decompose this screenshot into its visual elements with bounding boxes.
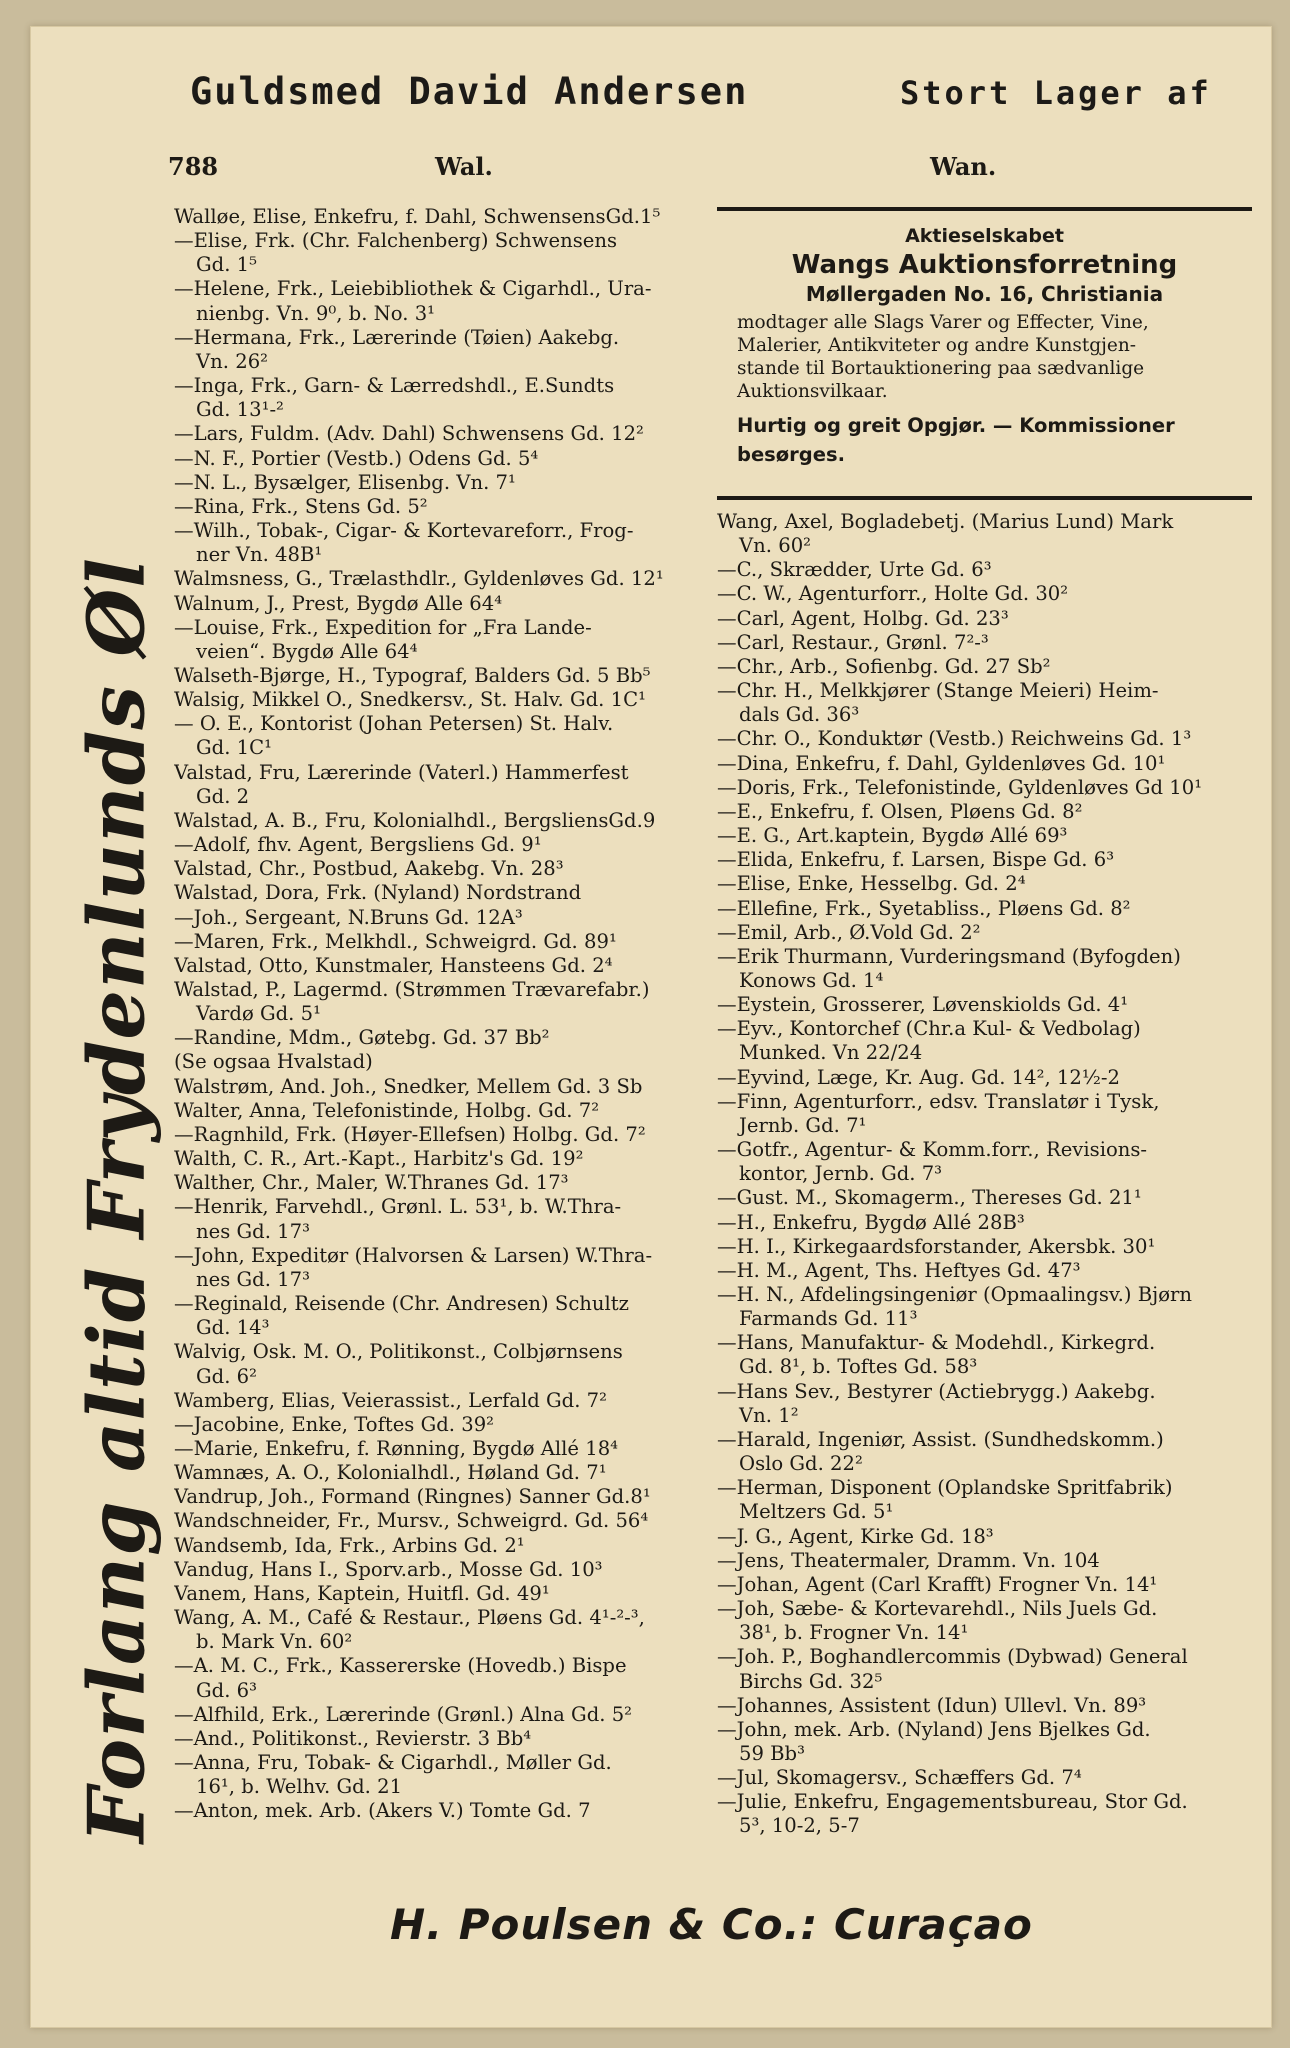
directory-line: Munked. Vn 22/24 [739, 1041, 923, 1065]
directory-line: —Elise, Enke, Hesselbg. Gd. 2⁴ [717, 872, 1026, 896]
directory-line: —Rina, Frk., Stens Gd. 5² [174, 494, 428, 518]
page-number: 788 [168, 152, 219, 181]
header-right-word: Wan. [930, 152, 997, 181]
directory-line: —Gotfr., Agentur- & Komm.forr., Revisions- [717, 1138, 1148, 1162]
directory-line: veien“. Bygdø Alle 64⁴ [196, 639, 418, 663]
directory-line: Birchs Gd. 32⁵ [739, 1669, 883, 1693]
directory-line: —Inga, Frk., Garn- & Lærredshdl., E.Sundts [174, 374, 615, 398]
directory-line: —Hans Sev., Bestyrer (Actiebrygg.) Aakebg. [717, 1379, 1156, 1403]
directory-line: Walvig, Osk. M. O., Politikonst., Colbjørnsens [174, 1340, 623, 1364]
directory-line: Walth, C. R., Art.-Kapt., Harbitz's Gd. 19² [174, 1147, 584, 1171]
directory-line: —And., Politikonst., Revierstr. 3 Bb⁴ [174, 1726, 532, 1750]
directory-line: —Adolf, fhv. Agent, Bergsliens Gd. 9¹ [174, 833, 542, 857]
directory-line: —Louise, Frk., Expedition for „Fra Lande- [174, 615, 592, 639]
directory-line: —Chr., Arb., Sofienbg. Gd. 27 Sb² [717, 654, 1051, 678]
directory-line: —Wilh., Tobak-, Cigar- & Kortevareforr., Frog- [174, 519, 634, 543]
directory-line: —E., Enkefru, f. Olsen, Pløens Gd. 8² [717, 799, 1083, 823]
directory-line: Walsig, Mikkel O., Snedkersv., St. Halv. Gd. 1C¹ [174, 688, 646, 712]
directory-line: Vandrup, Joh., Formand (Ringnes) Sanner Gd.8¹ [174, 1485, 651, 1509]
directory-line: —Chr. O., Konduktør (Vestb.) Reichweins Gd. 1³ [717, 727, 1192, 751]
directory-line: Wandschneider, Fr., Mursv., Schweigrd. Gd. 56⁴ [174, 1509, 649, 1533]
directory-line: nienbg. Vn. 9⁰, b. No. 3¹ [196, 301, 436, 325]
directory-line: dals Gd. 36³ [739, 703, 860, 727]
box-body-line: Auktionsvilkaar. [737, 381, 888, 402]
directory-line: —Reginald, Reisende (Chr. Andresen) Schultz [174, 1292, 630, 1316]
directory-line: —Marie, Enkefru, f. Rønning, Bygdø Allé 18⁴ [174, 1436, 619, 1460]
directory-line: Walmsness, G., Trælasthdlr., Gyldenløves Gd. 12¹ [174, 567, 664, 591]
directory-line: Wang, Axel, Bogladebetj. (Marius Lund) Mark [717, 510, 1174, 533]
directory-line: —Eystein, Grosserer, Løvenskiolds Gd. 4¹ [717, 993, 1129, 1017]
directory-line: —Randine, Mdm., Gøtebg. Gd. 37 Bb² [174, 1026, 550, 1050]
directory-line: Walstrøm, And. Joh., Snedker, Mellem Gd. 3 Sb [174, 1074, 643, 1098]
box-body-line: Malerier, Antikviteter og andre Kunstgjen- [737, 335, 1136, 356]
directory-line: Gd. 6³ [196, 1678, 257, 1702]
directory-line: Walnum, J., Prest, Bygdø Alle 64⁴ [174, 591, 503, 615]
directory-line: Walstad, A. B., Fru, Kolonialhdl., BergsliensGd.9 [174, 808, 656, 832]
directory-line: —Eyv., Kontorchef (Chr.a Kul- & Vedbolag) [717, 1017, 1141, 1041]
directory-line: —H., Enkefru, Bygdø Allé 28B³ [717, 1210, 1025, 1234]
directory-line: 5³, 10-2, 5-7 [739, 1814, 860, 1838]
directory-line: —Joh., Sergeant, N.Bruns Gd. 12A³ [174, 905, 523, 929]
directory-line: —Lars, Fuldm. (Adv. Dahl) Schwensens Gd. 12² [174, 422, 644, 446]
directory-line: Vanem, Hans, Kaptein, Huitfl. Gd. 49¹ [174, 1581, 550, 1605]
side-ad-text: Forlang altid Frydenlunds Øl [71, 557, 163, 1843]
directory-line: — O. E., Kontorist (Johan Petersen) St. Halv. [174, 712, 614, 736]
directory-line: Oslo Gd. 22² [739, 1452, 863, 1476]
directory-line: —Harald, Ingeniør, Assist. (Sundhedskomm.) [717, 1427, 1164, 1451]
directory-line: Vn. 26² [196, 349, 269, 373]
directory-line: kontor, Jernb. Gd. 7³ [739, 1162, 943, 1186]
directory-line: —Ragnhild, Frk. (Høyer-Ellefsen) Holbg. Gd. 7² [174, 1122, 646, 1146]
directory-line: —Jens, Theatermaler, Dramm. Vn. 104 [717, 1548, 1100, 1572]
directory-line: Vardø Gd. 5¹ [196, 1002, 321, 1026]
directory-line: Walseth-Bjørge, H., Typograf, Balders Gd. 5 Bb⁵ [174, 663, 651, 687]
left-column [174, 205, 709, 1823]
directory-line: Gd. 6² [196, 1364, 257, 1388]
directory-line: Gd. 14³ [196, 1316, 270, 1340]
directory-line: —N. F., Portier (Vestb.) Odens Gd. 5⁴ [174, 446, 539, 470]
directory-line: Gd. 2 [196, 784, 250, 808]
directory-line: —H. M., Agent, Ths. Heftyes Gd. 47³ [717, 1258, 1081, 1282]
directory-line: Walløe, Elise, Enkefru, f. Dahl, SchwensensGd.1⁵ [174, 205, 661, 228]
directory-line: Gd. 1⁵ [196, 253, 257, 277]
directory-line: —C., Skrædder, Urte Gd. 6³ [717, 558, 992, 582]
directory-line: Wamberg, Elias, Veierassist., Lerfald Gd. 7² [174, 1388, 607, 1412]
directory-line: Gd. 13¹-² [196, 398, 284, 422]
directory-line: —J. G., Agent, Kirke Gd. 18³ [717, 1524, 994, 1548]
directory-line: Vandug, Hans I., Sporv.arb., Mosse Gd. 10³ [174, 1557, 603, 1581]
directory-line: Vn. 1² [739, 1403, 799, 1427]
directory-line: nes Gd. 17³ [196, 1267, 310, 1291]
directory-line: 16¹, b. Welhv. Gd. 21 [196, 1775, 403, 1799]
directory-line: —A. M. C., Frk., Kassererske (Hovedb.) Bispe [174, 1654, 627, 1678]
box-body [737, 311, 1232, 403]
directory-line: —Chr. H., Melkkjører (Stange Meieri) Heim- [717, 679, 1159, 703]
directory-line: —Eyvind, Læge, Kr. Aug. Gd. 14², 12½-2 [717, 1065, 1120, 1089]
directory-line: —Alfhild, Erk., Lærerinde (Grønl.) Alna Gd. 5² [174, 1702, 633, 1726]
top-advertisement [160, 70, 1240, 130]
box-name: Wangs Auktionsforretning [791, 250, 1178, 280]
directory-line: —Dina, Enkefru, f. Dahl, Gyldenløves Gd. 10¹ [717, 751, 1166, 775]
directory-line: Valstad, Chr., Postbud, Aakebg. Vn. 28³ [174, 857, 564, 881]
directory-line: —Julie, Enkefru, Engagementsbureau, Stor Gd. [717, 1790, 1188, 1814]
directory-line: Konows Gd. 1⁴ [739, 968, 884, 992]
directory-line: Walstad, Dora, Frk. (Nyland) Nordstrand [174, 881, 582, 905]
right-column [717, 510, 1252, 1839]
directory-line: —Carl, Restaur., Grønl. 7²-³ [717, 630, 989, 654]
directory-line: —John, Expeditør (Halvorsen & Larsen) W.Thra- [174, 1243, 653, 1267]
directory-line: Meltzers Gd. 5¹ [739, 1500, 894, 1524]
directory-line: —Anna, Fru, Tobak- & Cigarhdl., Møller Gd. [174, 1751, 612, 1774]
directory-line: —Doris, Frk., Telefonistinde, Gyldenløves Gd 10¹ [717, 775, 1203, 799]
directory-line: Wang, A. M., Café & Restaur., Pløens Gd. 4¹-²-³, [174, 1606, 645, 1630]
auction-advertisement [717, 215, 1252, 495]
directory-line: —Emil, Arb., Ø.Vold Gd. 2² [717, 920, 981, 944]
directory-line: —Ellefine, Frk., Syetabliss., Pløens Gd. 8² [717, 896, 1131, 920]
box-body-line: modtager alle Slags Varer og Effecter, Vine, [737, 312, 1149, 333]
directory-line: —Hans, Manufaktur- & Modehdl., Kirkegrd. [717, 1331, 1156, 1355]
directory-line: Walther, Chr., Maler, W.Thranes Gd. 17³ [174, 1171, 569, 1195]
directory-line: —Jacobine, Enke, Toftes Gd. 39² [174, 1412, 495, 1436]
directory-line: (Se ogsaa Hvalstad) [174, 1050, 373, 1074]
directory-line: —Carl, Agent, Holbg. Gd. 23³ [717, 606, 1009, 630]
side-advertisement [62, 480, 172, 1920]
directory-line: —Johannes, Assistent (Idun) Ullevl. Vn. 89³ [717, 1693, 1147, 1717]
directory-line: Walstad, P., Lagermd. (Strømmen Trævarefabr.) [174, 978, 650, 1001]
directory-line: —Finn, Agenturforr., edsv. Translatør i Tysk, [717, 1089, 1160, 1113]
directory-line: —Johan, Agent (Carl Krafft) Frogner Vn. 14¹ [717, 1572, 1158, 1596]
directory-line: —N. L., Bysælger, Elisenbg. Vn. 7¹ [174, 470, 516, 494]
directory-line: —Jul, Skomagersv., Schæffers Gd. 7⁴ [717, 1766, 1082, 1790]
directory-line: —Anton, mek. Arb. (Akers V.) Tomte Gd. 7 [174, 1799, 591, 1823]
directory-line: Gd. 1C¹ [196, 736, 272, 760]
box-bottom-rule [717, 496, 1252, 500]
directory-line: 59 Bb³ [739, 1741, 805, 1765]
box-footer-line: besørges. [737, 443, 846, 466]
directory-line: —E. G., Art.kaptein, Bygdø Allé 69³ [717, 824, 1068, 848]
box-footer-line: Hurtig og greit Opgjør. — Kommissioner [737, 414, 1175, 437]
directory-line: —Joh, Sæbe- & Kortevarehdl., Nils Juels Gd. [717, 1597, 1158, 1621]
bottom-advertisement: H. Poulsen & Co.: Curaçao [390, 1900, 1033, 1949]
directory-line: Wamnæs, A. O., Kolonialhdl., Høland Gd. 7¹ [174, 1461, 607, 1485]
directory-line: —Joh. P., Boghandlercommis (Dybwad) General [717, 1645, 1188, 1669]
directory-line: —Henrik, Farvehdl., Grønl. L. 53¹, b. W.Thra- [174, 1195, 622, 1219]
directory-line: Jernb. Gd. 7¹ [739, 1113, 867, 1137]
directory-line: —Maren, Frk., Melkhdl., Schweigrd. Gd. 89¹ [174, 929, 617, 953]
directory-line: Walter, Anna, Telefonistinde, Holbg. Gd. 7² [174, 1098, 600, 1122]
directory-line: —H. I., Kirkegaardsforstander, Akersbk. 30¹ [717, 1234, 1156, 1258]
directory-line: nes Gd. 17³ [196, 1219, 310, 1243]
box-footer [737, 411, 1240, 469]
directory-line: —Erik Thurmann, Vurderingsmand (Byfogden) [717, 944, 1181, 968]
directory-line: b. Mark Vn. 60² [196, 1630, 353, 1654]
directory-line: —Gust. M., Skomagerm., Thereses Gd. 21¹ [717, 1186, 1142, 1210]
top-ad-right: Stort Lager af [900, 74, 1212, 112]
directory-line: Vn. 60² [739, 534, 812, 558]
directory-line: —Elida, Enkefru, f. Larsen, Bispe Gd. 6³ [717, 848, 1115, 872]
directory-line: ner Vn. 48B¹ [196, 543, 323, 567]
directory-line: Gd. 8¹, b. Toftes Gd. 58³ [739, 1355, 978, 1379]
box-body-line: stande til Bortauktionering paa sædvanlige [737, 358, 1145, 379]
directory-line: —C. W., Agenturforr., Holte Gd. 30² [717, 582, 1069, 606]
box-company: Aktieselskabet [905, 225, 1064, 247]
top-ad-left: Guldsmed David Andersen [190, 70, 749, 113]
box-address: Møllergaden No. 16, Christiania [805, 282, 1164, 306]
directory-line: 38¹, b. Frogner Vn. 14¹ [739, 1621, 969, 1645]
directory-line: —Herman, Disponent (Oplandske Spritfabrik) [717, 1476, 1173, 1500]
directory-line: Farmands Gd. 11³ [739, 1307, 918, 1331]
directory-line: —Helene, Frk., Leiebibliothek & Cigarhdl., Ura- [174, 277, 652, 301]
directory-line: —John, mek. Arb. (Nyland) Jens Bjelkes Gd. [717, 1717, 1151, 1741]
header-left-word: Wal. [435, 152, 493, 181]
directory-line: —H. N., Afdelingsingeniør (Opmaalingsv.) Bjørn [717, 1283, 1193, 1306]
box-top-rule [717, 207, 1252, 211]
directory-line: —Elise, Frk. (Chr. Falchenberg) Schwensens [174, 229, 618, 253]
directory-line: Valstad, Fru, Lærerinde (Vaterl.) Hammerfest [174, 760, 629, 784]
directory-line: —Hermana, Frk., Lærerinde (Tøien) Aakebg. [174, 325, 620, 349]
directory-line: Wandsemb, Ida, Frk., Arbins Gd. 2¹ [174, 1533, 525, 1557]
directory-line: Valstad, Otto, Kunstmaler, Hansteens Gd. 2⁴ [174, 953, 613, 977]
